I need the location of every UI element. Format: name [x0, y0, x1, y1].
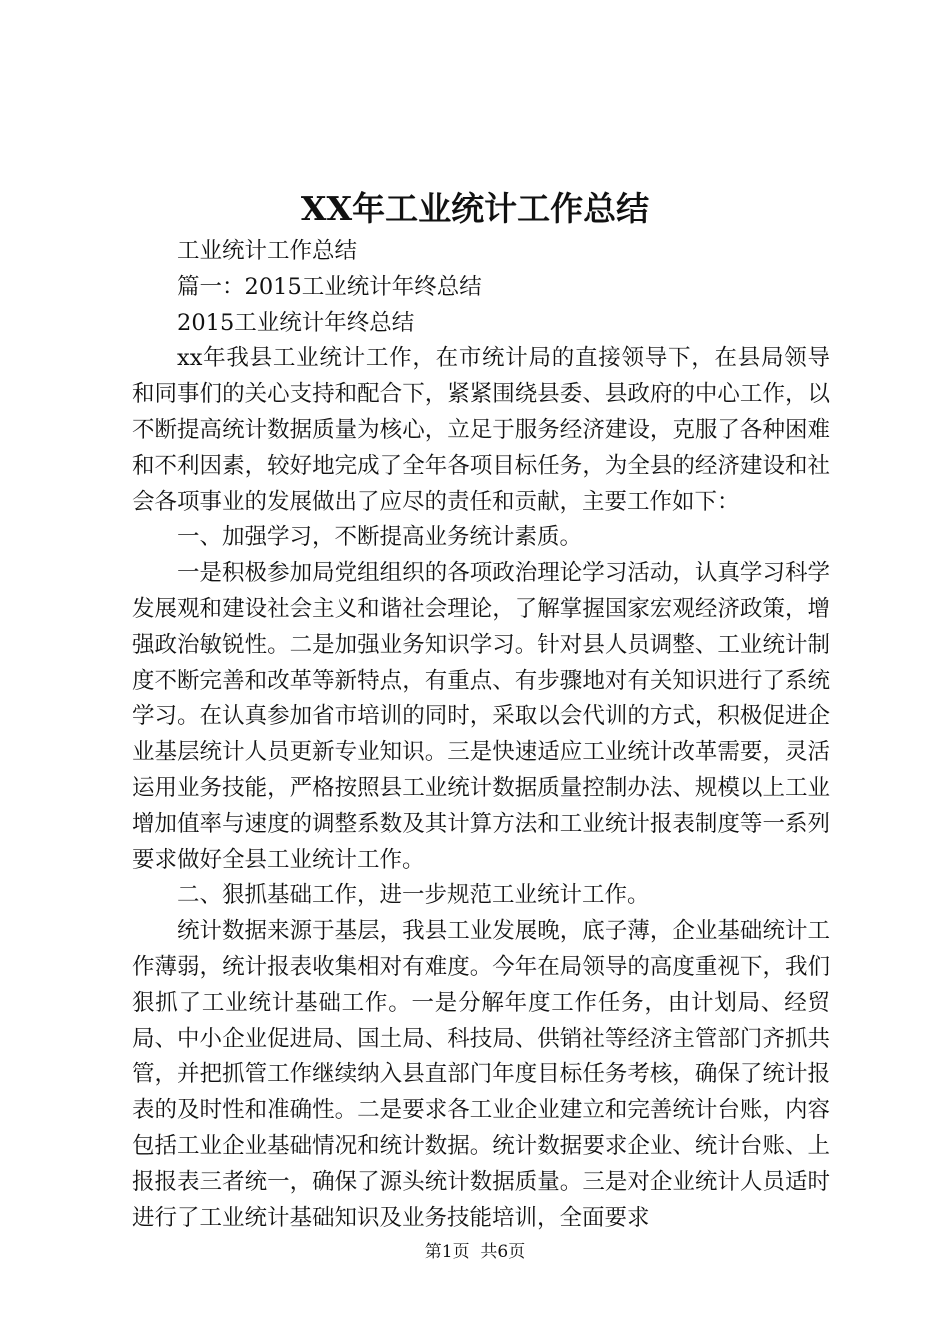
page-number-label: 第1页 共6页 [424, 1242, 526, 1262]
paragraph-body-2: 统计数据来源于基层，我县工业发展晚，底子薄，企业基础统计工作薄弱，统计报表收集相对有难度。今年在局领导的高度重视下，我们狠抓了工业统计基础工作。一是分解年度工作任务，由计划局、经贸局、中小企业促进局、国土局、科技局、供销社等经济主管部门齐抓共管，并把抓管工作继续纳入县直部门年度目标任务考核，确保了统计报表的及时性和准确性。二是要求各工业企业建立和完善统计台账，内容包括工业企业基础情况和统计数据。统计数据要求企业、统计台账、上报报表三者统一，确保了源头统计数据质量。三是对企业统计人员适时进行了工业统计基础知识及业务技能培训，全面要求 [132, 918, 830, 1231]
document-body [132, 234, 830, 1236]
paragraph-heading-2: 二、狠抓基础工作，进一步规范工业统计工作。 [177, 882, 650, 909]
paragraph-body-1: 一是积极参加局党组组织的各项政治理论学习活动，认真学习科学发展观和建设社会主义和谐社会理论，了解掌握国家宏观经济政策，增强政治敏锐性。二是加强业务知识学习。针对县人员调整、工业统计制度不断完善和改革等新特点，有重点、有步骤地对有关知识进行了系统学习。在认真参加省市培训的同时，采取以会代训的方式，积极促进企业基层统计人员更新专业知识。三是快速适应工业统计改革需要，灵活运用业务技能，严格按照县工业统计数据质量控制办法、规模以上工业增加值率与速度的调整系数及其计算方法和工业统计报表制度等一系列要求做好全县工业统计工作。 [132, 560, 830, 873]
document-title: XX年工业统计工作总结 [300, 189, 650, 228]
page-footer [0, 1240, 950, 1264]
paragraph-heading-1: 一、加强学习，不断提高业务统计素质。 [177, 524, 583, 551]
paragraph-section-title: 2015工业统计年终总结 [177, 309, 415, 336]
paragraph-subtitle: 工业统计工作总结 [177, 238, 358, 264]
paragraph-chapter-heading: 篇一：2015工业统计年终总结 [177, 273, 482, 300]
paragraph-intro: xx年我县工业统计工作，在市统计局的直接领导下，在县局领导和同事们的关心支持和配合下，紧紧围绕县委、县政府的中心工作，以不断提高统计数据质量为核心，立足于服务经济建设，克服了各种困难和不利因素，较好地完成了全年各项目标任务，为全县的经济建设和社会各项事业的发展做出了应尽的责任和贡献，主要工作如下： [132, 345, 830, 515]
